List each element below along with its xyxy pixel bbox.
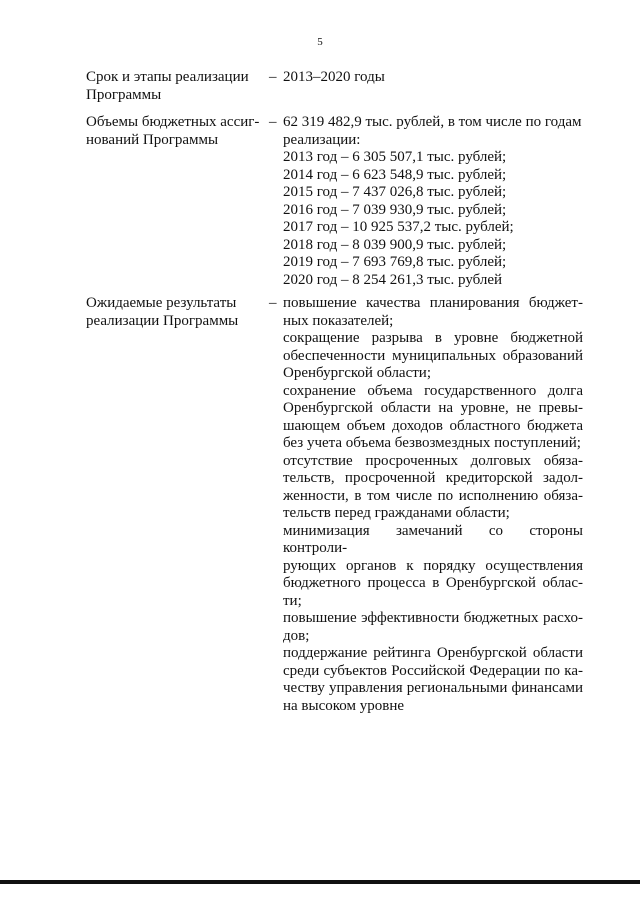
content-line: повышение эффективности бюджетных расхо- [283,610,583,626]
year-amount-line: 2013 год – 6 305 507,1 тыс. рублей; [283,149,507,165]
content-line: 2013–2020 годы [283,69,385,85]
row-label [86,69,266,104]
label-line: реализации Программы [86,312,239,329]
year-amount-line: 2015 год – 7 437 026,8 тыс. рублей; [283,184,507,200]
content-line: дов; [283,627,310,644]
content-line: на высоком уровне [283,697,405,714]
page-number: 5 [317,36,323,48]
year-amount-line: 2016 год – 7 039 930,9 тыс. рублей; [283,201,507,218]
content-line: Оренбургской области; [283,365,432,381]
label-line: Объемы бюджетных ассиг- [86,114,260,130]
content-line: рующих органов к порядку осуществления [283,557,583,574]
label-line: Программы [86,86,162,103]
content-line: минимизация замечаний со стороны контроли- [283,522,583,556]
label-line: Ожидаемые результаты [86,295,237,311]
year-amount-line: 2017 год – 10 925 537,2 тыс. рублей; [283,219,514,235]
content-line: повышение качества планирования бюджет- [283,295,583,311]
content-line: поддержание рейтинга Оренбургской области [283,645,583,661]
content-line: отсутствие просроченных долговых обяза- [283,452,583,469]
content-line: сохранение объема государственного долга [283,382,583,399]
content-line: тельств перед гражданами области; [283,505,510,521]
content-line: среди субъектов Российской Федерации по ка- [283,662,583,679]
content-line: сокращение разрыва в уровне бюджетной [283,330,583,346]
row-content [283,114,583,289]
year-amount-line: 2019 год – 7 693 769,8 тыс. рублей; [283,254,507,270]
content-line: тельств, просроченной кредиторской задол- [283,470,583,486]
content-line: обеспеченности муниципальных образований [283,347,583,364]
year-amount-line: 2014 год – 6 623 548,9 тыс. рублей; [283,166,507,183]
content-line: бюджетного процесса в Оренбургской облас- [283,575,583,591]
year-amount-line: 2018 год – 8 039 900,9 тыс. рублей; [283,236,507,253]
content-line: женности, в том числе по исполнению обяза- [283,487,583,504]
row-label [86,114,266,149]
row-dash: – [269,114,277,130]
row-dash: – [269,295,277,311]
content-line: честву управления региональными финансами [283,680,583,696]
year-amount-line: 2020 год – 8 254 261,3 тыс. рублей [283,271,503,288]
row-dash: – [269,69,277,85]
content-line: реализации: [283,131,361,148]
label-line: Срок и этапы реализации [86,69,249,85]
content-line: Оренбургской области на уровне, не превы- [283,400,583,416]
row-label [86,295,266,330]
row-content [283,69,583,87]
content-line: ти; [283,592,302,609]
label-line: нований Программы [86,131,219,148]
content-line: ных показателей; [283,312,394,329]
row-content [283,295,583,715]
content-line: 62 319 482,9 тыс. рублей, в том числе по годам [283,114,582,130]
content-line: шающем объем доходов областного бюджета [283,417,583,434]
bottom-rule [0,880,640,884]
content-line: без учета объема безвозмездных поступлений; [283,435,581,451]
